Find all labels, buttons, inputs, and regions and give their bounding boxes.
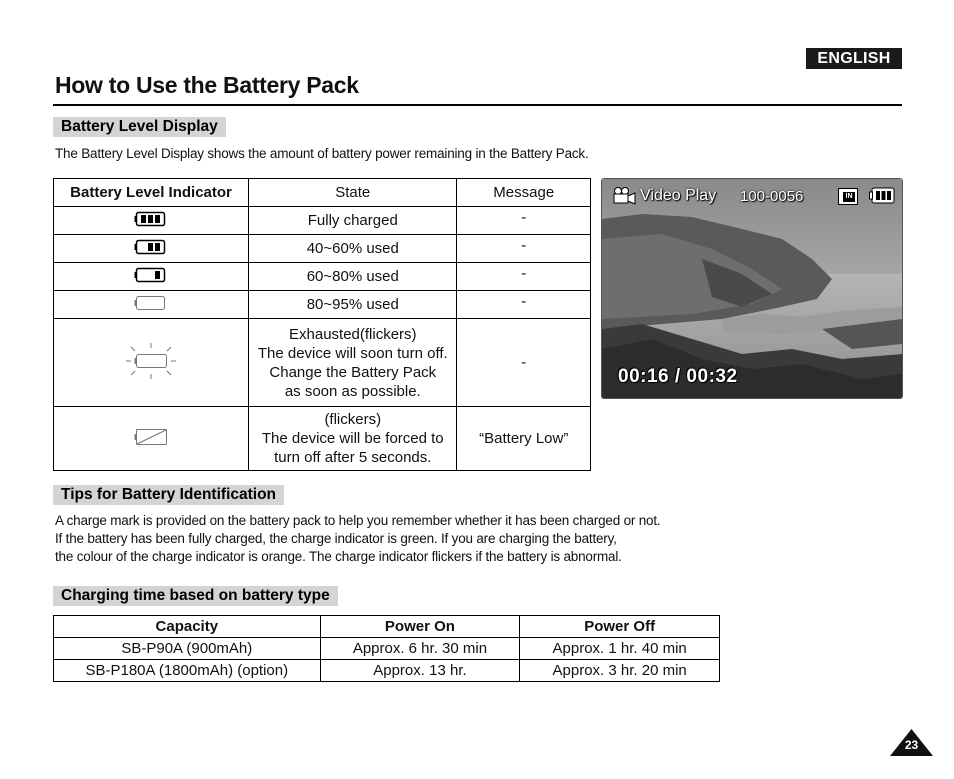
tips-line: If the battery has been fully charged, the charge indicator is green. If you are charging the battery, bbox=[55, 531, 617, 546]
table-row bbox=[54, 263, 591, 291]
state-cell: 80~95% used bbox=[249, 291, 457, 319]
battery-empty-icon bbox=[134, 294, 168, 312]
camera-lcd-screen bbox=[601, 178, 903, 399]
section-heading-charging: Charging time based on battery type bbox=[53, 586, 338, 606]
state-line: as soon as possible. bbox=[284, 382, 421, 400]
indicator-cell bbox=[54, 407, 249, 471]
table-header-row bbox=[54, 179, 591, 207]
power-off-cell: Approx. 1 hr. 40 min bbox=[520, 638, 720, 660]
battery-status-icon bbox=[869, 187, 895, 205]
table-header-row bbox=[54, 616, 720, 638]
mode-label: Video Play bbox=[640, 187, 717, 204]
state-cell: Fully charged bbox=[249, 207, 457, 235]
header-capacity: Capacity bbox=[54, 616, 321, 638]
tips-line: the colour of the charge indicator is orange. The charge indicator flickers if the battery is abnormal. bbox=[55, 549, 622, 564]
playback-time-readout: 00:16 / 00:32 bbox=[618, 366, 738, 387]
battery-two-bars-icon bbox=[134, 238, 168, 256]
table-row bbox=[54, 207, 591, 235]
state-cell: 60~80% used bbox=[249, 263, 457, 291]
capacity-cell: SB-P180A (1800mAh) (option) bbox=[54, 660, 321, 682]
header-power-on: Power On bbox=[320, 616, 520, 638]
table-row bbox=[54, 407, 591, 471]
state-line: The device will soon turn off. bbox=[257, 344, 448, 362]
charging-time-table bbox=[53, 615, 720, 682]
state-cell bbox=[249, 407, 457, 471]
memory-card-label: IN bbox=[843, 192, 855, 202]
battery-dead-icon bbox=[133, 427, 169, 447]
power-on-cell: Approx. 6 hr. 30 min bbox=[320, 638, 520, 660]
memory-card-icon bbox=[838, 188, 858, 205]
file-number: 100-0056 bbox=[740, 188, 804, 205]
table-row bbox=[54, 638, 720, 660]
table-row bbox=[54, 235, 591, 263]
indicator-cell bbox=[54, 207, 249, 235]
page-number: 23 bbox=[904, 738, 919, 752]
message-cell: - bbox=[457, 263, 591, 291]
table-row bbox=[54, 291, 591, 319]
state-line: Exhausted(flickers) bbox=[289, 325, 417, 343]
battery-indicator-table bbox=[53, 178, 591, 471]
header-message: Message bbox=[457, 179, 591, 207]
language-badge: ENGLISH bbox=[806, 48, 902, 69]
tips-text bbox=[55, 512, 660, 566]
section-heading-tips: Tips for Battery Identification bbox=[53, 485, 284, 505]
state-line: The device will be forced to bbox=[261, 430, 444, 447]
message-cell: “Battery Low” bbox=[457, 407, 591, 471]
message-cell: - bbox=[457, 319, 591, 407]
page-title: How to Use the Battery Pack bbox=[55, 72, 359, 98]
state-line: (flickers) bbox=[324, 411, 382, 428]
page-number-marker bbox=[890, 729, 933, 756]
capacity-cell: SB-P90A (900mAh) bbox=[54, 638, 321, 660]
battery-flickering-icon bbox=[126, 343, 176, 379]
battery-level-intro bbox=[55, 145, 589, 163]
video-camera-icon bbox=[613, 187, 637, 205]
state-line: turn off after 5 seconds. bbox=[274, 449, 432, 466]
power-off-cell: Approx. 3 hr. 20 min bbox=[520, 660, 720, 682]
state-cell: 40~60% used bbox=[249, 235, 457, 263]
state-line: Change the Battery Pack bbox=[269, 363, 437, 381]
indicator-cell bbox=[54, 291, 249, 319]
header-power-off: Power Off bbox=[520, 616, 720, 638]
intro-text: The Battery Level Display shows the amount of battery power remaining in the Battery Pack. bbox=[55, 146, 589, 161]
title-divider bbox=[53, 104, 902, 106]
table-row bbox=[54, 319, 591, 407]
message-cell: - bbox=[457, 207, 591, 235]
message-cell: - bbox=[457, 235, 591, 263]
indicator-cell bbox=[54, 263, 249, 291]
indicator-cell bbox=[54, 319, 249, 407]
indicator-cell bbox=[54, 235, 249, 263]
header-state: State bbox=[249, 179, 457, 207]
tips-line: A charge mark is provided on the battery pack to help you remember whether it has been charged or not. bbox=[55, 513, 661, 528]
table-row bbox=[54, 660, 720, 682]
header-indicator: Battery Level Indicator bbox=[54, 179, 249, 207]
battery-one-bar-icon bbox=[134, 266, 168, 284]
power-on-cell: Approx. 13 hr. bbox=[320, 660, 520, 682]
battery-full-icon bbox=[134, 210, 168, 228]
message-cell: - bbox=[457, 291, 591, 319]
state-cell bbox=[249, 319, 457, 407]
section-heading-battery-level: Battery Level Display bbox=[53, 117, 226, 137]
